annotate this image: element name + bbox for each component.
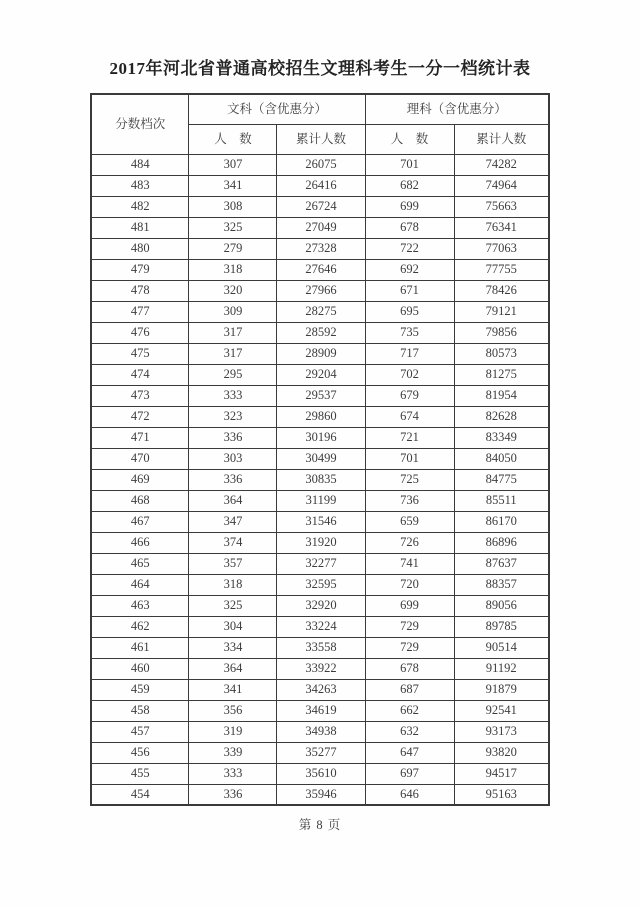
liberal-arts-count-cell: 307 xyxy=(189,154,277,175)
science-cumulative-cell: 74282 xyxy=(454,154,549,175)
liberal-arts-count-cell: 318 xyxy=(189,574,277,595)
science-count-cell: 647 xyxy=(365,742,454,763)
liberal-arts-count-cell: 304 xyxy=(189,616,277,637)
score-level-cell: 469 xyxy=(91,469,189,490)
score-level-cell: 461 xyxy=(91,637,189,658)
liberal-arts-count-cell: 308 xyxy=(189,196,277,217)
liberal-arts-cumulative-cell: 32277 xyxy=(277,553,365,574)
liberal-arts-cumulative-cell: 34938 xyxy=(277,721,365,742)
header-liberal-arts-group: 文科（含优惠分） xyxy=(189,94,365,124)
science-cumulative-cell: 89056 xyxy=(454,595,549,616)
science-count-cell: 679 xyxy=(365,385,454,406)
score-level-cell: 473 xyxy=(91,385,189,406)
page-title: 2017年河北省普通高校招生文理科考生一分一档统计表 xyxy=(109,59,531,78)
science-count-cell: 717 xyxy=(365,343,454,364)
liberal-arts-count-cell: 320 xyxy=(189,280,277,301)
liberal-arts-count-cell: 339 xyxy=(189,742,277,763)
liberal-arts-cumulative-cell: 27966 xyxy=(277,280,365,301)
science-cumulative-cell: 77755 xyxy=(454,259,549,280)
score-level-cell: 479 xyxy=(91,259,189,280)
science-count-cell: 632 xyxy=(365,721,454,742)
table-row xyxy=(91,280,549,301)
table-row xyxy=(91,259,549,280)
score-level-cell: 465 xyxy=(91,553,189,574)
science-cumulative-cell: 85511 xyxy=(454,490,549,511)
header-science-count: 人 数 xyxy=(365,124,454,154)
liberal-arts-cumulative-cell: 33224 xyxy=(277,616,365,637)
liberal-arts-cumulative-cell: 32920 xyxy=(277,595,365,616)
science-count-cell: 692 xyxy=(365,259,454,280)
liberal-arts-count-cell: 336 xyxy=(189,427,277,448)
score-level-cell: 463 xyxy=(91,595,189,616)
score-level-cell: 470 xyxy=(91,448,189,469)
liberal-arts-count-cell: 323 xyxy=(189,406,277,427)
science-cumulative-cell: 84050 xyxy=(454,448,549,469)
science-cumulative-cell: 87637 xyxy=(454,553,549,574)
liberal-arts-count-cell: 325 xyxy=(189,217,277,238)
table-row xyxy=(91,385,549,406)
science-count-cell: 720 xyxy=(365,574,454,595)
liberal-arts-count-cell: 341 xyxy=(189,679,277,700)
science-count-cell: 735 xyxy=(365,322,454,343)
score-level-cell: 477 xyxy=(91,301,189,322)
header-science-cumulative: 累计人数 xyxy=(454,124,549,154)
table-row xyxy=(91,448,549,469)
table-row xyxy=(91,490,549,511)
science-cumulative-cell: 74964 xyxy=(454,175,549,196)
liberal-arts-cumulative-cell: 29537 xyxy=(277,385,365,406)
science-count-cell: 687 xyxy=(365,679,454,700)
score-level-cell: 471 xyxy=(91,427,189,448)
science-cumulative-cell: 75663 xyxy=(454,196,549,217)
science-cumulative-cell: 94517 xyxy=(454,763,549,784)
table-row xyxy=(91,343,549,364)
score-level-cell: 466 xyxy=(91,532,189,553)
liberal-arts-count-cell: 317 xyxy=(189,322,277,343)
liberal-arts-cumulative-cell: 28909 xyxy=(277,343,365,364)
liberal-arts-cumulative-cell: 35946 xyxy=(277,784,365,805)
liberal-arts-cumulative-cell: 26075 xyxy=(277,154,365,175)
score-level-cell: 478 xyxy=(91,280,189,301)
science-cumulative-cell: 83349 xyxy=(454,427,549,448)
score-level-cell: 482 xyxy=(91,196,189,217)
table-row xyxy=(91,364,549,385)
science-cumulative-cell: 86896 xyxy=(454,532,549,553)
science-cumulative-cell: 77063 xyxy=(454,238,549,259)
science-cumulative-cell: 76341 xyxy=(454,217,549,238)
science-cumulative-cell: 80573 xyxy=(454,343,549,364)
liberal-arts-cumulative-cell: 31920 xyxy=(277,532,365,553)
table-row xyxy=(91,427,549,448)
score-level-cell: 481 xyxy=(91,217,189,238)
science-cumulative-cell: 89785 xyxy=(454,616,549,637)
score-distribution-table xyxy=(90,93,550,806)
score-level-cell: 464 xyxy=(91,574,189,595)
liberal-arts-count-cell: 336 xyxy=(189,784,277,805)
liberal-arts-count-cell: 364 xyxy=(189,490,277,511)
liberal-arts-count-cell: 295 xyxy=(189,364,277,385)
score-level-cell: 454 xyxy=(91,784,189,805)
table-row xyxy=(91,763,549,784)
table-row xyxy=(91,553,549,574)
science-count-cell: 682 xyxy=(365,175,454,196)
liberal-arts-cumulative-cell: 34619 xyxy=(277,700,365,721)
science-count-cell: 736 xyxy=(365,490,454,511)
table-row xyxy=(91,217,549,238)
science-count-cell: 659 xyxy=(365,511,454,532)
science-count-cell: 741 xyxy=(365,553,454,574)
liberal-arts-count-cell: 334 xyxy=(189,637,277,658)
liberal-arts-count-cell: 279 xyxy=(189,238,277,259)
science-count-cell: 674 xyxy=(365,406,454,427)
table-row xyxy=(91,595,549,616)
science-count-cell: 697 xyxy=(365,763,454,784)
liberal-arts-count-cell: 333 xyxy=(189,763,277,784)
science-count-cell: 725 xyxy=(365,469,454,490)
page-number: 第 8 页 xyxy=(298,818,342,832)
liberal-arts-count-cell: 336 xyxy=(189,469,277,490)
science-count-cell: 721 xyxy=(365,427,454,448)
score-level-cell: 483 xyxy=(91,175,189,196)
science-cumulative-cell: 84775 xyxy=(454,469,549,490)
liberal-arts-cumulative-cell: 26724 xyxy=(277,196,365,217)
liberal-arts-cumulative-cell: 31546 xyxy=(277,511,365,532)
score-level-cell: 484 xyxy=(91,154,189,175)
liberal-arts-cumulative-cell: 30499 xyxy=(277,448,365,469)
liberal-arts-cumulative-cell: 27646 xyxy=(277,259,365,280)
table-row xyxy=(91,154,549,175)
science-cumulative-cell: 79121 xyxy=(454,301,549,322)
science-cumulative-cell: 92541 xyxy=(454,700,549,721)
score-level-cell: 460 xyxy=(91,658,189,679)
table-row xyxy=(91,175,549,196)
science-cumulative-cell: 79856 xyxy=(454,322,549,343)
science-cumulative-cell: 91879 xyxy=(454,679,549,700)
table-row xyxy=(91,700,549,721)
liberal-arts-cumulative-cell: 29204 xyxy=(277,364,365,385)
table-row xyxy=(91,574,549,595)
science-count-cell: 726 xyxy=(365,532,454,553)
science-count-cell: 678 xyxy=(365,658,454,679)
science-count-cell: 646 xyxy=(365,784,454,805)
table-row xyxy=(91,511,549,532)
liberal-arts-count-cell: 364 xyxy=(189,658,277,679)
table-row xyxy=(91,784,549,805)
table-row xyxy=(91,406,549,427)
liberal-arts-count-cell: 309 xyxy=(189,301,277,322)
liberal-arts-count-cell: 317 xyxy=(189,343,277,364)
science-cumulative-cell: 88357 xyxy=(454,574,549,595)
liberal-arts-count-cell: 341 xyxy=(189,175,277,196)
liberal-arts-count-cell: 357 xyxy=(189,553,277,574)
score-level-cell: 455 xyxy=(91,763,189,784)
science-count-cell: 702 xyxy=(365,364,454,385)
liberal-arts-count-cell: 333 xyxy=(189,385,277,406)
liberal-arts-count-cell: 319 xyxy=(189,721,277,742)
liberal-arts-count-cell: 374 xyxy=(189,532,277,553)
score-level-cell: 472 xyxy=(91,406,189,427)
score-level-cell: 467 xyxy=(91,511,189,532)
science-cumulative-cell: 93173 xyxy=(454,721,549,742)
table-row xyxy=(91,532,549,553)
liberal-arts-cumulative-cell: 27328 xyxy=(277,238,365,259)
table-row xyxy=(91,469,549,490)
table-row xyxy=(91,196,549,217)
score-level-cell: 458 xyxy=(91,700,189,721)
table-row xyxy=(91,721,549,742)
liberal-arts-cumulative-cell: 31199 xyxy=(277,490,365,511)
score-level-cell: 480 xyxy=(91,238,189,259)
liberal-arts-cumulative-cell: 32595 xyxy=(277,574,365,595)
liberal-arts-cumulative-cell: 33922 xyxy=(277,658,365,679)
science-cumulative-cell: 81275 xyxy=(454,364,549,385)
table-header xyxy=(91,94,549,154)
liberal-arts-count-cell: 356 xyxy=(189,700,277,721)
science-cumulative-cell: 93820 xyxy=(454,742,549,763)
score-level-cell: 475 xyxy=(91,343,189,364)
liberal-arts-cumulative-cell: 35277 xyxy=(277,742,365,763)
score-level-cell: 468 xyxy=(91,490,189,511)
liberal-arts-cumulative-cell: 34263 xyxy=(277,679,365,700)
science-count-cell: 729 xyxy=(365,637,454,658)
table-row xyxy=(91,742,549,763)
header-liberal-arts-count: 人 数 xyxy=(189,124,277,154)
liberal-arts-cumulative-cell: 30196 xyxy=(277,427,365,448)
liberal-arts-cumulative-cell: 28592 xyxy=(277,322,365,343)
science-count-cell: 701 xyxy=(365,448,454,469)
liberal-arts-count-cell: 325 xyxy=(189,595,277,616)
header-science-group: 理科（含优惠分） xyxy=(365,94,549,124)
liberal-arts-cumulative-cell: 28275 xyxy=(277,301,365,322)
science-count-cell: 729 xyxy=(365,616,454,637)
science-cumulative-cell: 78426 xyxy=(454,280,549,301)
table-row xyxy=(91,238,549,259)
science-count-cell: 695 xyxy=(365,301,454,322)
science-cumulative-cell: 82628 xyxy=(454,406,549,427)
table-row xyxy=(91,679,549,700)
science-cumulative-cell: 81954 xyxy=(454,385,549,406)
liberal-arts-cumulative-cell: 26416 xyxy=(277,175,365,196)
science-count-cell: 699 xyxy=(365,595,454,616)
liberal-arts-count-cell: 347 xyxy=(189,511,277,532)
science-cumulative-cell: 91192 xyxy=(454,658,549,679)
header-row-groups xyxy=(91,94,549,124)
science-count-cell: 662 xyxy=(365,700,454,721)
liberal-arts-cumulative-cell: 30835 xyxy=(277,469,365,490)
table-row xyxy=(91,301,549,322)
liberal-arts-cumulative-cell: 29860 xyxy=(277,406,365,427)
score-level-cell: 457 xyxy=(91,721,189,742)
table-row xyxy=(91,322,549,343)
science-count-cell: 671 xyxy=(365,280,454,301)
table-body xyxy=(91,154,549,805)
liberal-arts-count-cell: 303 xyxy=(189,448,277,469)
score-level-cell: 459 xyxy=(91,679,189,700)
score-level-cell: 462 xyxy=(91,616,189,637)
science-count-cell: 678 xyxy=(365,217,454,238)
liberal-arts-cumulative-cell: 27049 xyxy=(277,217,365,238)
header-liberal-arts-cumulative: 累计人数 xyxy=(277,124,365,154)
liberal-arts-cumulative-cell: 33558 xyxy=(277,637,365,658)
score-level-cell: 456 xyxy=(91,742,189,763)
science-count-cell: 699 xyxy=(365,196,454,217)
table-row xyxy=(91,616,549,637)
liberal-arts-cumulative-cell: 35610 xyxy=(277,763,365,784)
header-score-level: 分数档次 xyxy=(91,94,189,154)
science-count-cell: 701 xyxy=(365,154,454,175)
science-count-cell: 722 xyxy=(365,238,454,259)
score-level-cell: 476 xyxy=(91,322,189,343)
science-cumulative-cell: 90514 xyxy=(454,637,549,658)
table-row xyxy=(91,637,549,658)
table-row xyxy=(91,658,549,679)
science-cumulative-cell: 86170 xyxy=(454,511,549,532)
science-cumulative-cell: 95163 xyxy=(454,784,549,805)
score-level-cell: 474 xyxy=(91,364,189,385)
liberal-arts-count-cell: 318 xyxy=(189,259,277,280)
